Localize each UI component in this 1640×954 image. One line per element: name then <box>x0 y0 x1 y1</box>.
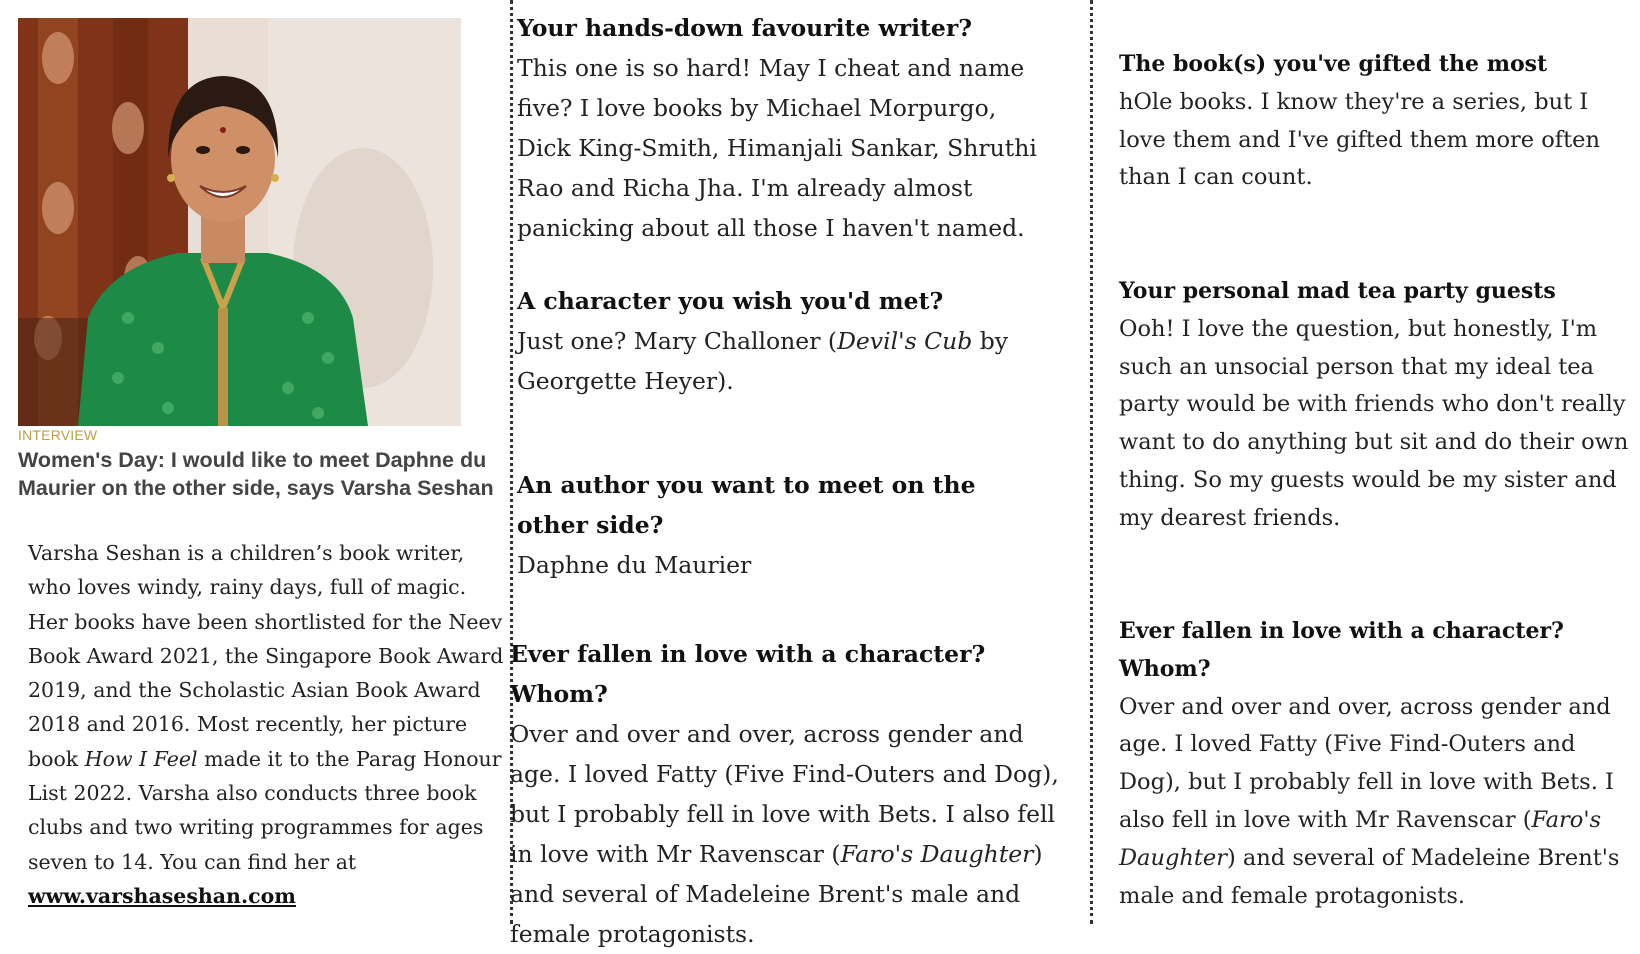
qa-block-fallen-in-love <box>510 634 1060 954</box>
qa-block-character-met <box>517 281 1037 401</box>
question-heading: An author you want to meet on the other side? <box>517 471 976 539</box>
website-link[interactable]: www.varshaseshan.com <box>28 883 296 908</box>
answer-text <box>510 714 1060 954</box>
question-heading: Your personal mad tea party guests <box>1119 278 1556 304</box>
question-heading: The book(s) you've gifted the most <box>1119 51 1548 77</box>
answer-text: Ooh! I love the question, but honestly, I'm such an unsocial person that my ideal tea party would be with friends who don't really want to do anything but sit and do their own thing. So my guests would be my sister and my dearest friends. <box>1119 315 1629 531</box>
answer-text-part: Over and over and over, across gender and age. I loved Fatty (Five Find-Outers and Dog), but I probably fell in love with Bets. I also fell in love with Mr Ravenscar ( <box>1119 693 1614 833</box>
answer-text-part: Just one? Mary Challoner ( <box>517 327 838 355</box>
answer-text-part: by Georgette Heyer). <box>517 327 1009 395</box>
answer-text-part: Over and over and over, across gender and age. I loved Fatty (Five Find-Outers and Dog), but I probably fell in love with Bets. I also fell in love with Mr Ravenscar ( <box>510 720 1059 868</box>
answer-text <box>517 321 1037 401</box>
question-heading: Ever fallen in love with a character? Whom? <box>510 640 986 708</box>
question-heading: A character you wish you'd met? <box>517 287 944 315</box>
qa-block-tea-party <box>1119 273 1629 538</box>
question-heading: Ever fallen in love with a character? Whom? <box>1119 618 1564 682</box>
book-title: Faro's Daughter <box>840 840 1034 868</box>
column-divider <box>1090 0 1093 924</box>
qa-block-author-other-side <box>517 465 1037 585</box>
qa-block-favourite-writer <box>517 8 1037 248</box>
article-headline-link[interactable]: Women's Day: I would like to meet Daphne du Maurier on the other side, says Varsha Seshan <box>18 448 494 500</box>
bio-text-continued: made it to the Parag Honour List 2022. Varsha also conducts three book clubs and two writing programmes for ages seven to 14. You can find her at <box>28 746 502 874</box>
author-bio <box>28 536 504 913</box>
qa-block-gifted-most <box>1119 46 1629 197</box>
author-portrait-image <box>18 18 461 426</box>
answer-text-part: ) and several of Madeleine Brent's male and female protagonists. <box>1119 844 1620 909</box>
question-heading: Your hands-down favourite writer? <box>517 14 973 42</box>
answer-text: This one is so hard! May I cheat and name five? I love books by Michael Morpurgo, Dick King-Smith, Himanjali Sankar, Shruthi Rao and Richa Jha. I'm already almost panicking about all those I haven't named. <box>517 54 1037 242</box>
answer-text <box>1119 689 1633 916</box>
book-title: Faro's Daughter <box>1119 806 1602 871</box>
book-title: Devil's Cub <box>837 327 973 355</box>
answer-text: hOle books. I know they're a series, but I love them and I've gifted them more often than I can count. <box>1119 88 1600 191</box>
answer-text-part: ) and several of Madeleine Brent's male and female protagonists. <box>510 840 1043 948</box>
book-title: How I Feel <box>84 746 198 771</box>
answer-text: Daphne du Maurier <box>517 551 752 579</box>
qa-block-fallen-in-love <box>1119 613 1633 915</box>
author-photo[interactable] <box>18 18 461 426</box>
category-label[interactable]: INTERVIEW <box>18 427 98 443</box>
bio-text: Varsha Seshan is a children’s book writer, who loves windy, rainy days, full of magic. Her books have been shortlisted for the Neev Book Award 2021, the Singapore Book Award 2019, and the Scholastic Asian Book Award 2018 and 2016. Most recently, her picture book <box>28 541 504 771</box>
